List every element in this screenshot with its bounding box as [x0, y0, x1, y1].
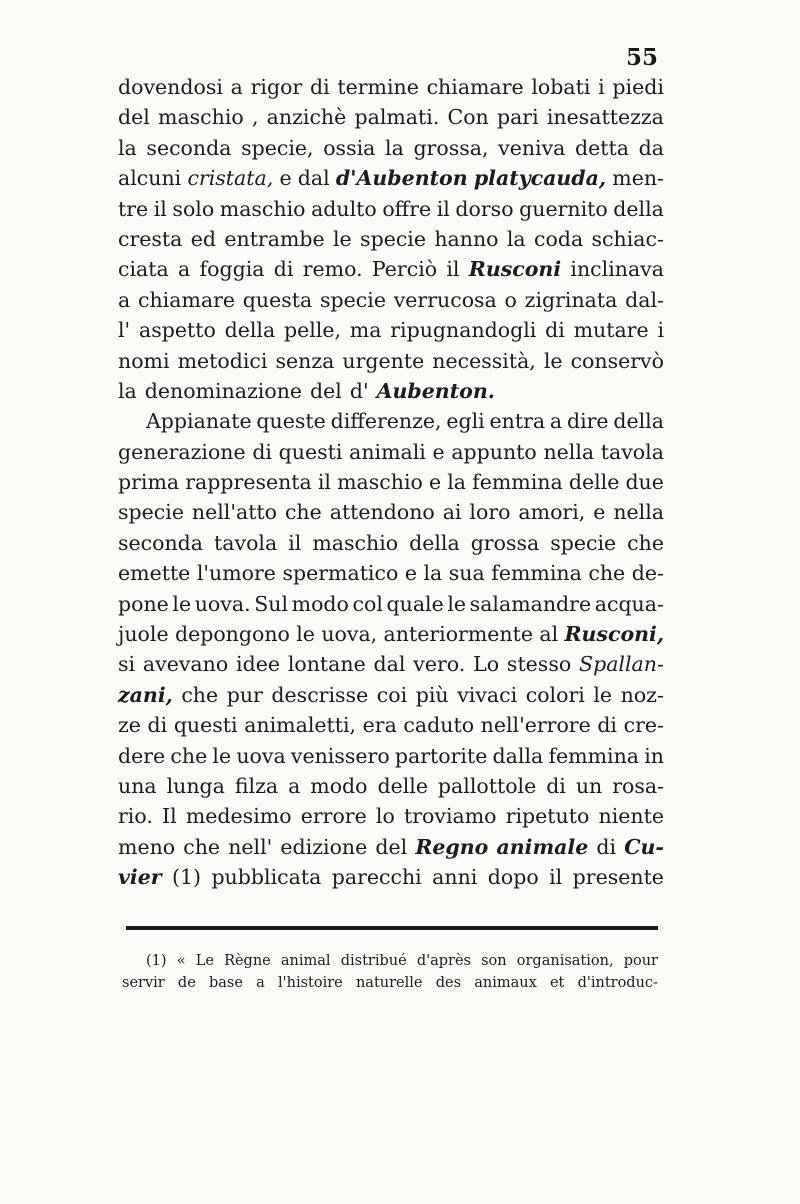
word: Appianate — [146, 409, 252, 434]
word: verrucosa — [393, 287, 497, 312]
word: e — [428, 470, 442, 495]
word: le — [172, 591, 192, 616]
text-line — [118, 376, 664, 406]
word: a — [178, 257, 191, 282]
word: platycauda, — [473, 166, 607, 191]
word: dire — [566, 409, 609, 434]
word: dorso — [455, 196, 514, 221]
word: la — [385, 135, 404, 160]
text-line — [118, 437, 664, 467]
word: idee — [236, 652, 280, 677]
word: foggia — [199, 257, 265, 282]
word: Sul — [254, 591, 289, 616]
word: a — [230, 75, 243, 99]
text-line — [118, 224, 664, 254]
text-line — [118, 619, 664, 649]
word: il — [317, 470, 331, 495]
word: edizione — [280, 834, 368, 859]
word: termine — [337, 75, 419, 99]
word: che — [284, 500, 322, 525]
word: avevano — [142, 652, 229, 677]
word: animali — [349, 439, 426, 464]
word: dal — [373, 652, 406, 677]
word: le — [447, 591, 467, 616]
word: la — [118, 378, 137, 403]
word: seconda — [118, 530, 204, 555]
word: niente — [598, 804, 664, 829]
word: coi — [376, 682, 408, 707]
word: organisation, — [516, 953, 614, 969]
word: d' — [349, 378, 369, 403]
word: queste — [256, 409, 326, 434]
word: uova. — [194, 591, 251, 616]
text-line — [118, 194, 664, 224]
word: lontane — [287, 652, 366, 677]
word: (1) — [146, 953, 167, 969]
word: o — [504, 287, 517, 312]
word: un — [575, 773, 603, 798]
word: vier — [118, 865, 162, 890]
word: una — [118, 773, 157, 798]
word: quale — [386, 591, 444, 616]
word: a — [118, 287, 131, 312]
word: lobati — [531, 75, 591, 99]
word: entrambe — [224, 226, 325, 251]
word: il — [288, 530, 302, 555]
word: descrisse — [271, 682, 369, 707]
word: palmati. — [354, 105, 440, 130]
word: metodici — [177, 348, 268, 373]
word: detta — [575, 135, 629, 160]
word: Cu- — [624, 834, 664, 859]
word: la — [118, 135, 137, 160]
word: des — [435, 975, 462, 991]
word: pone — [118, 591, 169, 616]
word: alcuni — [118, 166, 182, 191]
word: lo — [375, 804, 395, 829]
word: ze — [118, 713, 141, 738]
word: nella — [543, 439, 595, 464]
word: l'umore — [196, 561, 276, 586]
word: rio. — [118, 804, 153, 829]
word: dovendosi — [118, 75, 223, 99]
text-line — [118, 163, 664, 193]
word: ma — [349, 318, 382, 343]
text-line — [118, 862, 664, 892]
word: servir — [122, 975, 165, 991]
word: amori, — [518, 500, 586, 525]
word: Il — [162, 804, 177, 829]
word: animaletti, — [244, 713, 357, 738]
word: denominazione — [144, 378, 303, 403]
word: differenze, — [330, 409, 442, 434]
word: nella — [613, 500, 664, 525]
word: il — [436, 196, 450, 221]
word: distribué — [340, 953, 407, 969]
word: due — [625, 470, 664, 495]
word: inclinava — [570, 257, 664, 282]
word: di — [597, 713, 617, 738]
word: hanno — [434, 226, 499, 251]
footnote-separator-rule — [126, 926, 658, 930]
word: pari — [496, 105, 539, 130]
word: troviamo — [403, 804, 497, 829]
word: aspetto — [138, 318, 216, 343]
word: necessità, — [432, 348, 536, 373]
text-line — [118, 771, 664, 801]
word: acqua- — [594, 591, 664, 616]
word: de — [177, 975, 196, 991]
word: offre — [382, 196, 432, 221]
word: Perciò — [371, 257, 438, 282]
word: femmina — [472, 470, 563, 495]
word: che — [170, 743, 208, 768]
word: veniva — [498, 135, 566, 160]
word: pelle, — [283, 318, 341, 343]
word: specie — [360, 226, 426, 251]
word: maschio — [219, 196, 306, 221]
word: il — [153, 196, 167, 221]
word: ripugnandogli — [390, 318, 537, 343]
word: d'Aubenton — [335, 166, 468, 191]
text-line — [118, 497, 664, 527]
word: cre- — [623, 713, 664, 738]
word: lunga — [166, 773, 225, 798]
word: parecchi — [331, 865, 422, 890]
word: ripetuto — [505, 804, 590, 829]
word: meno — [118, 834, 176, 859]
word: uova — [236, 743, 286, 768]
word: errore — [300, 804, 367, 829]
word: in — [644, 743, 664, 768]
word: maschio — [337, 470, 423, 495]
word: piedi — [612, 75, 664, 99]
word: di — [273, 257, 294, 282]
word: chiamare — [137, 287, 236, 312]
word: della — [409, 530, 460, 555]
text-line — [118, 315, 664, 345]
word: le — [593, 682, 613, 707]
word: ed — [190, 226, 217, 251]
word: loro — [469, 500, 511, 525]
word: le — [212, 743, 232, 768]
word: a — [288, 773, 301, 798]
word: e — [593, 500, 606, 525]
word: femmina — [548, 743, 640, 768]
word: men- — [612, 166, 664, 191]
word: d'introduc- — [577, 975, 658, 991]
word: rappresenta — [185, 470, 312, 495]
word: che — [627, 530, 664, 555]
word: del — [375, 834, 408, 859]
word: sua — [448, 561, 485, 586]
word: modo — [291, 591, 349, 616]
word: juole — [118, 622, 169, 647]
word: la — [423, 561, 443, 586]
word: tavola — [600, 439, 664, 464]
text-line — [118, 72, 664, 102]
footnote-line — [122, 950, 658, 972]
word: inesattezza — [546, 105, 664, 130]
text-line — [118, 102, 664, 132]
word: noz- — [620, 682, 664, 707]
word: maschio — [312, 530, 399, 555]
text-line — [118, 406, 664, 436]
word: i — [657, 318, 664, 343]
word: pubblicata — [211, 865, 322, 890]
text-line — [118, 285, 664, 315]
word: era — [362, 713, 397, 738]
word: modo — [310, 773, 368, 798]
word: zigrinata — [524, 287, 618, 312]
word: son — [481, 953, 507, 969]
word: della — [613, 409, 664, 434]
word: Le — [195, 953, 214, 969]
word: senza — [275, 348, 335, 373]
word: a — [549, 409, 563, 434]
word: a — [256, 975, 265, 991]
word: che — [588, 561, 626, 586]
word: rosa- — [612, 773, 664, 798]
word: anzichè — [266, 105, 347, 130]
word: animal — [280, 953, 331, 969]
word: Règne — [224, 953, 271, 969]
word: anteriormente — [383, 622, 533, 647]
word: naturelle — [355, 975, 423, 991]
word: il — [549, 865, 563, 890]
word: vivaci — [457, 682, 518, 707]
word: al — [539, 622, 559, 647]
word: l' — [118, 318, 131, 343]
word: pour — [623, 953, 658, 969]
word: questa — [242, 287, 313, 312]
text-line — [118, 649, 664, 679]
word: Spallan- — [579, 652, 664, 677]
text-line — [118, 680, 664, 710]
word: base — [209, 975, 243, 991]
word: presente — [572, 865, 664, 890]
word: Regno — [415, 834, 489, 859]
word: conservò — [570, 348, 664, 373]
word: colori — [525, 682, 585, 707]
word: di — [252, 439, 272, 464]
word: col — [352, 591, 383, 616]
text-line — [118, 558, 664, 588]
word: l'histoire — [278, 975, 343, 991]
word: , — [251, 105, 259, 130]
word: le — [543, 348, 563, 373]
footnote-line — [122, 972, 658, 994]
word: femmina — [491, 561, 582, 586]
word: maschio — [158, 105, 244, 130]
word: remo. — [302, 257, 363, 282]
word: d'après — [416, 953, 471, 969]
text-line — [118, 254, 664, 284]
word: specie — [118, 500, 184, 525]
word: grossa, — [413, 135, 489, 160]
word: tavola — [214, 530, 278, 555]
word: e — [432, 439, 445, 464]
word: filza — [234, 773, 279, 798]
word: delle — [377, 773, 428, 798]
word: uova, — [321, 622, 378, 647]
word: specie — [320, 287, 386, 312]
word: le — [333, 226, 352, 251]
word: nomi — [118, 348, 170, 373]
word: dere — [118, 743, 166, 768]
text-line — [118, 741, 664, 771]
word: da — [638, 135, 664, 160]
word: questi — [278, 439, 343, 464]
word: spermatico — [282, 561, 399, 586]
word: cristata, — [187, 166, 274, 191]
word: caduto — [403, 713, 475, 738]
word: urgente — [342, 348, 425, 373]
word: guernito — [519, 196, 608, 221]
word: la — [506, 226, 526, 251]
word: della — [224, 318, 276, 343]
word: di — [147, 713, 168, 738]
word: di — [546, 773, 566, 798]
text-line — [118, 346, 664, 376]
word: specie — [550, 530, 617, 555]
word: le — [296, 622, 315, 647]
word: salamandre — [469, 591, 592, 616]
word: partorite — [394, 743, 488, 768]
word: pallottole — [437, 773, 537, 798]
word: egli — [446, 409, 485, 434]
word: della — [613, 196, 664, 221]
word: attendono — [329, 500, 435, 525]
body-text — [118, 72, 664, 893]
word: emette — [118, 561, 191, 586]
text-line — [118, 710, 664, 740]
word: dalla — [492, 743, 544, 768]
word: ciata — [118, 257, 169, 282]
word: stesso — [506, 652, 572, 677]
word: si — [118, 652, 136, 677]
word: zani, — [118, 682, 173, 707]
word: depongono — [174, 622, 290, 647]
word: il — [446, 257, 460, 282]
word: che — [183, 834, 221, 859]
word: del — [118, 105, 150, 130]
word: tre — [118, 196, 149, 221]
word: la — [447, 470, 467, 495]
word: rigor — [250, 75, 303, 99]
text-line — [118, 589, 664, 619]
word: appunto — [451, 439, 537, 464]
word: medesimo — [185, 804, 292, 829]
word: solo — [172, 196, 215, 221]
word: del — [310, 378, 342, 403]
word: Aubenton. — [376, 378, 495, 403]
word: Rusconi — [468, 257, 562, 282]
word: chiamare — [426, 75, 524, 99]
word: schiac- — [591, 226, 664, 251]
word: cresta — [118, 226, 183, 251]
word: ai — [442, 500, 462, 525]
word: adulto — [311, 196, 377, 221]
word: Lo — [473, 652, 500, 677]
word: pur — [226, 682, 263, 707]
word: dal- — [625, 287, 664, 312]
word: che — [181, 682, 219, 707]
footnote — [122, 950, 658, 994]
word: animale — [496, 834, 589, 859]
word: nell' — [228, 834, 273, 859]
page-number: 55 — [626, 44, 659, 71]
word: prima — [118, 470, 180, 495]
word: venissero — [290, 743, 390, 768]
word: mutare — [573, 318, 649, 343]
word: e — [404, 561, 417, 586]
word: grossa — [470, 530, 540, 555]
word: di — [596, 834, 617, 859]
word: generazione — [118, 439, 246, 464]
text-line — [118, 467, 664, 497]
word: di — [545, 318, 565, 343]
word: et — [549, 975, 565, 991]
word: dopo — [487, 865, 539, 890]
word: anni — [432, 865, 478, 890]
word: delle — [568, 470, 620, 495]
word: de- — [631, 561, 664, 586]
word: di — [309, 75, 330, 99]
word: coda — [534, 226, 584, 251]
word: entra — [489, 409, 546, 434]
text-line — [118, 528, 664, 558]
text-line — [118, 801, 664, 831]
word: e — [279, 166, 292, 191]
word: Con — [447, 105, 489, 130]
word: animaux — [474, 975, 537, 991]
word: vero. — [413, 652, 466, 677]
word: « — [176, 953, 186, 969]
word: nell'atto — [191, 500, 278, 525]
word: questi — [173, 713, 238, 738]
word: (1) — [171, 865, 202, 890]
word: nell'errore — [480, 713, 591, 738]
word: Rusconi, — [564, 622, 664, 647]
word: dal — [297, 166, 330, 191]
word: ossia — [323, 135, 376, 160]
word: i — [598, 75, 605, 99]
word: seconda — [146, 135, 232, 160]
word: più — [415, 682, 449, 707]
text-line — [118, 832, 664, 862]
word: specie, — [241, 135, 314, 160]
text-line — [118, 133, 664, 163]
